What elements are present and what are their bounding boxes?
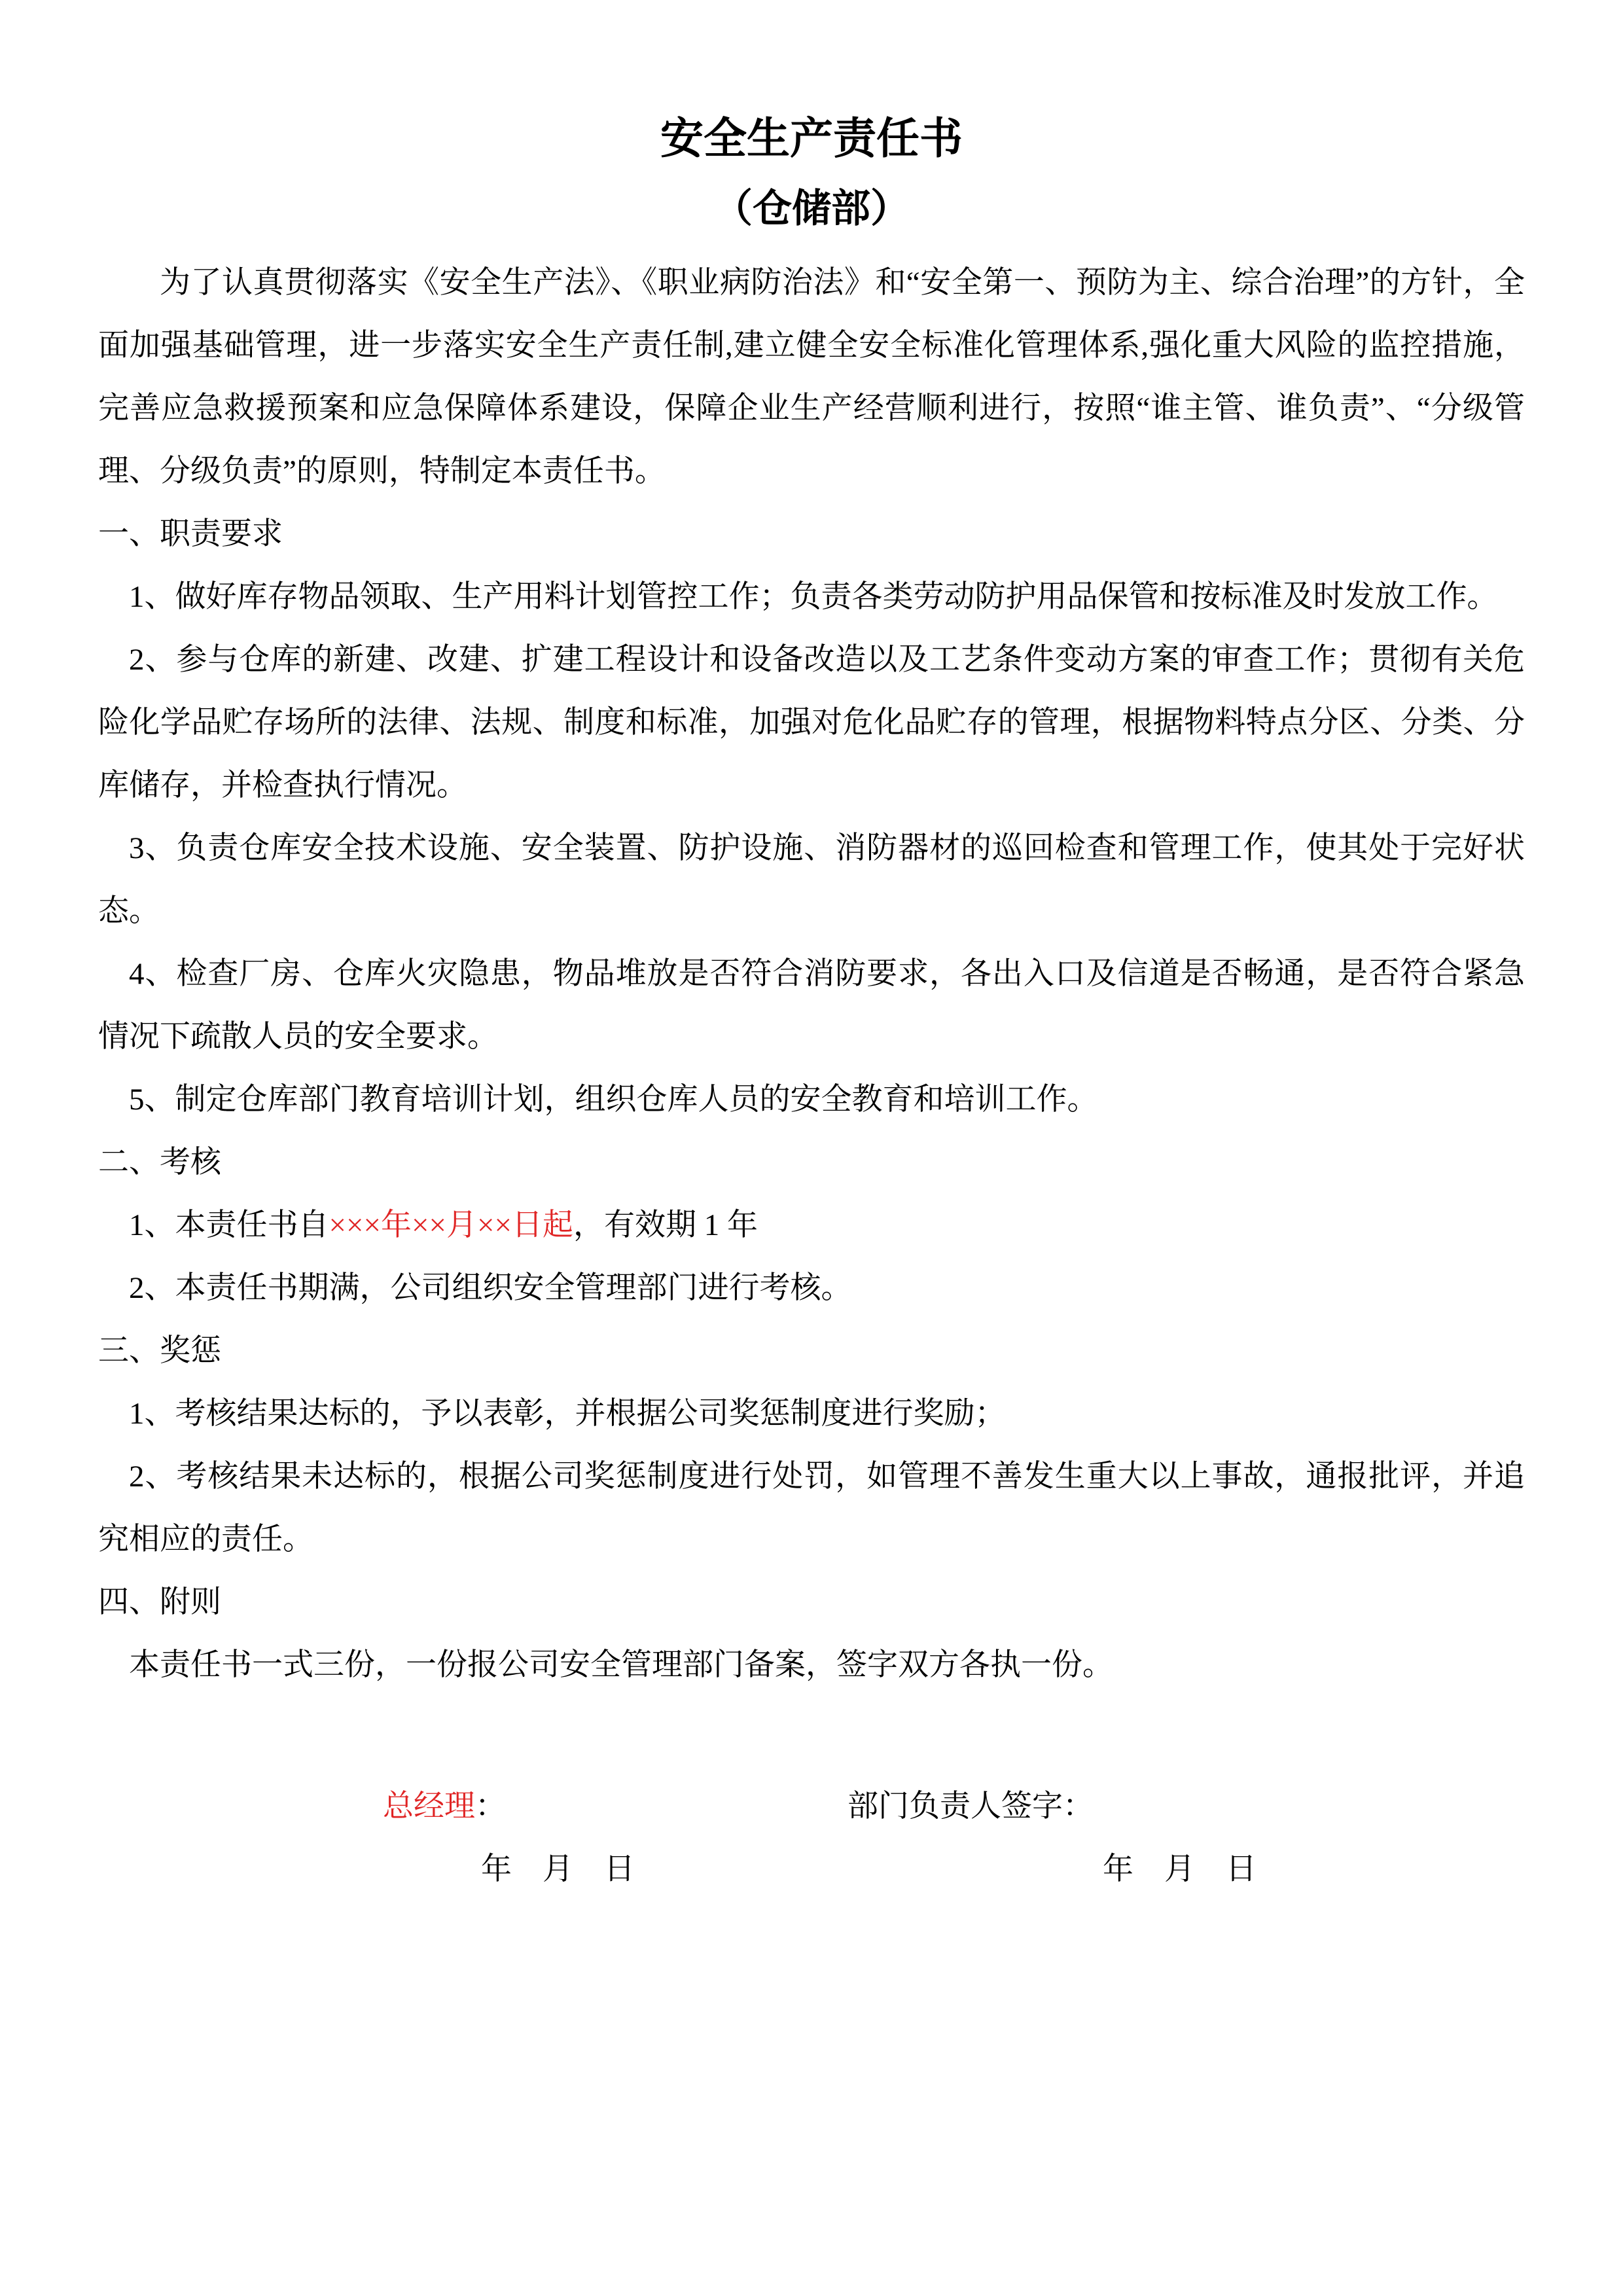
- intro-paragraph: 为了认真贯彻落实《安全生产法》、《职业病防治法》和“安全第一、预防为主、综合治理”的方针，全面加强基础管理，进一步落实安全生产责任制,建立健全安全标准化管理体系,强化重大风险的监控措施，完善应急救援预案和应急保障体系建设，保障企业生产经营顺利进行，按照“谁主管、谁负责”、“分级管理、分级负责”的原则，特制定本责任书。: [98, 266, 1525, 488]
- section-heading-appendix: 四、附则: [98, 1585, 221, 1619]
- appendix-item: 本责任书一式三份，一份报公司安全管理部门备案，签字双方各执一份。: [129, 1648, 1113, 1682]
- duty-item-3: 3、负责仓库安全技术设施、安全装置、防护设施、消防器材的巡回检查和管理工作，使其处于完好状态。: [98, 831, 1525, 928]
- assessment-item-2: 2、本责任书期满，公司组织安全管理部门进行考核。: [129, 1271, 852, 1305]
- section-heading-assessment: 二、考核: [98, 1145, 221, 1179]
- gm-signature-colon: ：: [475, 1789, 506, 1823]
- duty-item-1: 1、做好库存物品领取、生产用料计划管控工作；负责各类劳动防护用品保管和按标准及时发放工作。: [129, 580, 1498, 614]
- section-heading-reward: 三、奖惩: [98, 1334, 221, 1368]
- document-body: [98, 251, 1525, 1696]
- assessment-item-1: [98, 1194, 1525, 1257]
- assessment-item-1-date-placeholder: ×××年××月××日起: [329, 1208, 574, 1242]
- duty-item-4: 4、检查厂房、仓库火灾隐患，物品堆放是否符合消防要求，各出入口及信道是否畅通，是否符合紧急情况下疏散人员的安全要求。: [98, 957, 1525, 1054]
- date-line-right: 年 月 日: [1103, 1852, 1257, 1886]
- date-line-left: 年 月 日: [481, 1852, 635, 1886]
- dept-signature-line: [812, 1775, 1525, 1838]
- signature-row: [98, 1775, 1525, 1838]
- dept-signature-label: 部门负责人签字：: [847, 1789, 1094, 1823]
- duty-item-5: 5、制定仓库部门教育培训计划，组织仓库人员的安全教育和培训工作。: [129, 1083, 1098, 1117]
- assessment-item-1-suffix: ，有效期 1 年: [573, 1208, 758, 1242]
- assessment-item-1-prefix: 1、本责任书自: [129, 1208, 329, 1242]
- duty-item-2: 2、参与仓库的新建、改建、扩建工程设计和设备改造以及工艺条件变动方案的审查工作；贯彻有关危险化学品贮存场所的法律、法规、制度和标准，加强对危化品贮存的管理，根据物料特点分区、分类、分库储存，并检查执行情况。: [98, 643, 1525, 802]
- reward-item-1: 1、考核结果达标的，予以表彰，并根据公司奖惩制度进行奖励；: [129, 1397, 1006, 1431]
- gm-signature-line: [98, 1775, 812, 1838]
- doc-subtitle: （仓储部）: [713, 187, 910, 230]
- reward-item-2: 2、考核结果未达标的，根据公司奖惩制度进行处罚，如管理不善发生重大以上事故，通报批评，并追究相应的责任。: [98, 1460, 1525, 1556]
- section-heading-duty: 一、职责要求: [98, 517, 283, 551]
- doc-title: 安全生产责任书: [660, 115, 963, 163]
- gm-signature-label: 总经理: [383, 1789, 475, 1823]
- date-row: [98, 1838, 1525, 1901]
